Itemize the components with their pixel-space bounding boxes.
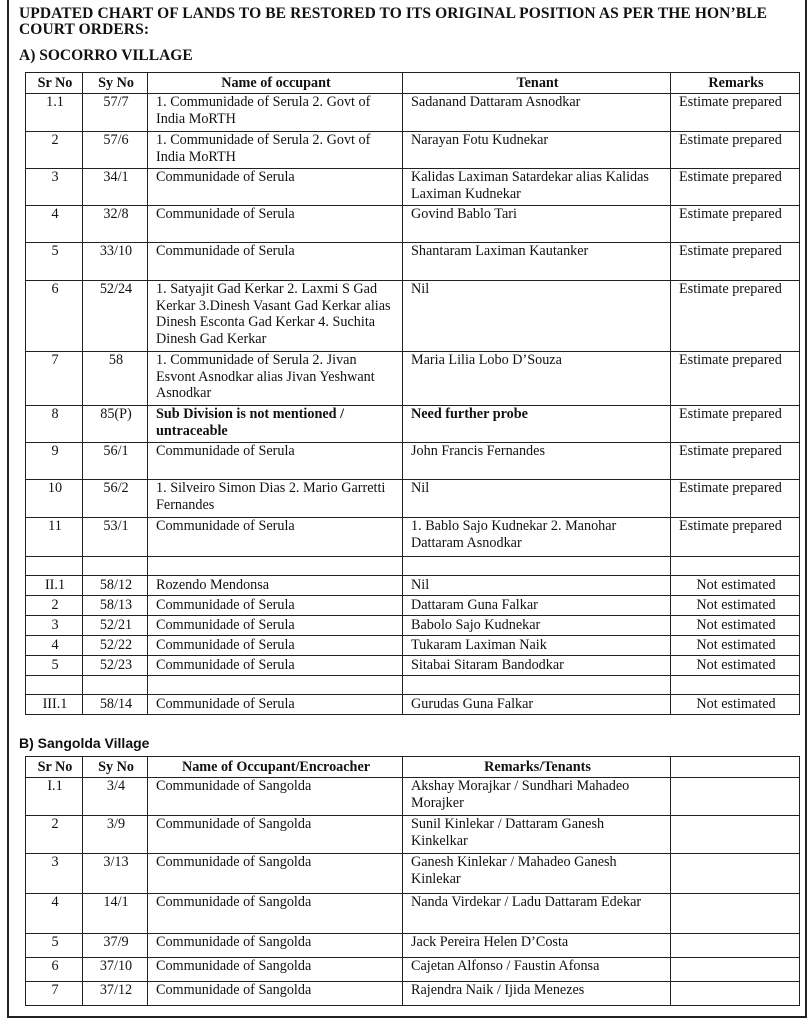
table-row (26, 934, 800, 958)
tenant-cell: Need further probe (403, 406, 671, 443)
occupant-cell: Communidade of Serula (148, 169, 403, 206)
table-row (26, 94, 800, 132)
sy-no-cell: 33/10 (83, 243, 148, 281)
occupant-cell: Communidade of Sangolda (148, 958, 403, 982)
remarks-tenants-cell: Rajendra Naik / Ijida Menezes (403, 982, 671, 1006)
header-row (26, 757, 800, 778)
table-row (26, 816, 800, 854)
sr-no-cell: 10 (26, 480, 83, 518)
table-row (26, 206, 800, 243)
sr-no-cell: II.1 (26, 576, 83, 596)
sy-no-cell: 57/7 (83, 94, 148, 132)
document-title: UPDATED CHART OF LANDS TO BE RESTORED TO ITS ORIGINAL POSITION AS PER THE HON’BLE COURT ORDERS: (19, 5, 768, 38)
remarks-tenants-cell: Nanda Virdekar / Ladu Dattaram Edekar (403, 894, 671, 934)
table-row (26, 406, 800, 443)
tenant-cell: Tukaram Laximan Naik (403, 636, 671, 656)
sr-no-cell: 2 (26, 596, 83, 616)
sy-no-cell: 32/8 (83, 206, 148, 243)
spacer-row (26, 557, 800, 576)
remarks-cell: Estimate prepared (671, 443, 800, 480)
col-header-tenant: Tenant (403, 73, 671, 94)
sy-no-cell: 3/4 (83, 778, 148, 816)
sy-no-cell: 56/2 (83, 480, 148, 518)
tenant-cell: Babolo Sajo Kudnekar (403, 616, 671, 636)
remarks-cell: Not estimated (671, 616, 800, 636)
remarks-cell: Estimate prepared (671, 206, 800, 243)
empty-cell (671, 894, 800, 934)
sr-no-cell: 8 (26, 406, 83, 443)
sy-no-cell: 57/6 (83, 132, 148, 169)
sy-no-cell: 56/1 (83, 443, 148, 480)
remarks-cell: Estimate prepared (671, 169, 800, 206)
table-row (26, 132, 800, 169)
tenant-cell: Dattaram Guna Falkar (403, 596, 671, 616)
table-row (26, 778, 800, 816)
col-header-remarks: Remarks (671, 73, 800, 94)
sr-no-cell: 5 (26, 934, 83, 958)
remarks-cell: Not estimated (671, 656, 800, 676)
table-row (26, 576, 800, 596)
sr-no-cell: 7 (26, 982, 83, 1006)
empty-cell (671, 854, 800, 894)
tenant-cell: Nil (403, 480, 671, 518)
table-row (26, 636, 800, 656)
occupant-cell: Communidade of Serula (148, 443, 403, 480)
sr-no-cell: 3 (26, 854, 83, 894)
col-header-remarks-tenants: Remarks/Tenants (403, 757, 671, 778)
table-row (26, 281, 800, 352)
sy-no-cell: 37/10 (83, 958, 148, 982)
table-row (26, 169, 800, 206)
remarks-cell: Not estimated (671, 636, 800, 656)
tenant-cell: Gurudas Guna Falkar (403, 695, 671, 715)
occupant-cell: Communidade of Serula (148, 656, 403, 676)
table-row (26, 958, 800, 982)
remarks-cell: Not estimated (671, 695, 800, 715)
sy-no-cell: 58 (83, 352, 148, 406)
empty-cell (671, 557, 800, 576)
remarks-tenants-cell: Akshay Morajkar / Sundhari Mahadeo Morajker (403, 778, 671, 816)
empty-cell (26, 557, 83, 576)
tenant-cell: Shantaram Laximan Kautanker (403, 243, 671, 281)
empty-cell (403, 676, 671, 695)
tenant-cell: Kalidas Laximan Satardekar alias Kalidas Laximan Kudnekar (403, 169, 671, 206)
sy-no-cell: 52/24 (83, 281, 148, 352)
sy-no-cell: 85(P) (83, 406, 148, 443)
sy-no-cell: 37/9 (83, 934, 148, 958)
section-b-heading: B) Sangolda Village (19, 735, 150, 751)
empty-cell (671, 934, 800, 958)
remarks-cell: Not estimated (671, 576, 800, 596)
tenant-cell: Nil (403, 576, 671, 596)
remarks-cell: Estimate prepared (671, 94, 800, 132)
occupant-cell: Communidade of Sangolda (148, 934, 403, 958)
empty-cell (671, 676, 800, 695)
sy-no-cell: 58/12 (83, 576, 148, 596)
sangolda-table (25, 756, 800, 1006)
sr-no-cell: 5 (26, 656, 83, 676)
occupant-cell: Communidade of Serula (148, 206, 403, 243)
spacer-row (26, 676, 800, 695)
occupant-cell: 1. Communidade of Serula 2. Govt of India MoRTH (148, 94, 403, 132)
empty-cell (671, 982, 800, 1006)
col-header-sy: Sy No (83, 73, 148, 94)
occupant-cell: Communidade of Sangolda (148, 854, 403, 894)
occupant-cell: Communidade of Serula (148, 695, 403, 715)
occupant-cell: Communidade of Serula (148, 636, 403, 656)
col-header-occupant: Name of occupant (148, 73, 403, 94)
remarks-tenants-cell: Sunil Kinlekar / Dattaram Ganesh Kinkelkar (403, 816, 671, 854)
occupant-cell: Communidade of Serula (148, 616, 403, 636)
table-row (26, 854, 800, 894)
col-header-occupant: Name of Occupant/Encroacher (148, 757, 403, 778)
sr-no-cell: 3 (26, 169, 83, 206)
col-header-sr: Sr No (26, 757, 83, 778)
sr-no-cell: 2 (26, 816, 83, 854)
section-a-heading: A) SOCORRO VILLAGE (19, 47, 193, 64)
remarks-cell: Estimate prepared (671, 406, 800, 443)
sr-no-cell: I.1 (26, 778, 83, 816)
empty-cell (671, 958, 800, 982)
table-row (26, 243, 800, 281)
remarks-tenants-cell: Ganesh Kinlekar / Mahadeo Ganesh Kinlekar (403, 854, 671, 894)
empty-cell (83, 557, 148, 576)
table-row (26, 616, 800, 636)
sr-no-cell: 7 (26, 352, 83, 406)
table-row (26, 596, 800, 616)
occupant-cell: Communidade of Sangolda (148, 778, 403, 816)
table-row (26, 352, 800, 406)
sr-no-cell: 2 (26, 132, 83, 169)
tenant-cell: John Francis Fernandes (403, 443, 671, 480)
table-row (26, 480, 800, 518)
occupant-cell: Rozendo Mendonsa (148, 576, 403, 596)
table-row (26, 982, 800, 1006)
remarks-cell: Estimate prepared (671, 243, 800, 281)
empty-cell (148, 676, 403, 695)
sr-no-cell: 11 (26, 518, 83, 557)
tenant-cell: Sitabai Sitaram Bandodkar (403, 656, 671, 676)
empty-cell (148, 557, 403, 576)
occupant-cell: Communidade of Serula (148, 596, 403, 616)
col-header-blank (671, 757, 800, 778)
sr-no-cell: 6 (26, 958, 83, 982)
sy-no-cell: 3/9 (83, 816, 148, 854)
remarks-cell: Estimate prepared (671, 352, 800, 406)
sy-no-cell: 14/1 (83, 894, 148, 934)
sr-no-cell: 4 (26, 894, 83, 934)
sr-no-cell: 4 (26, 636, 83, 656)
sy-no-cell: 3/13 (83, 854, 148, 894)
occupant-cell: 1. Communidade of Serula 2. Jivan Esvont Asnodkar alias Jivan Yeshwant Asnodkar (148, 352, 403, 406)
sy-no-cell: 58/13 (83, 596, 148, 616)
occupant-cell: 1. Silveiro Simon Dias 2. Mario Garretti Fernandes (148, 480, 403, 518)
remarks-cell: Estimate prepared (671, 480, 800, 518)
sy-no-cell: 34/1 (83, 169, 148, 206)
table-row (26, 695, 800, 715)
table-row (26, 443, 800, 480)
sy-no-cell: 58/14 (83, 695, 148, 715)
table-row (26, 656, 800, 676)
remarks-tenants-cell: Jack Pereira Helen D’Costa (403, 934, 671, 958)
tenant-cell: Sadanand Dattaram Asnodkar (403, 94, 671, 132)
table-row (26, 894, 800, 934)
tenant-cell: Govind Bablo Tari (403, 206, 671, 243)
sr-no-cell: 3 (26, 616, 83, 636)
sr-no-cell: 1.1 (26, 94, 83, 132)
sy-no-cell: 37/12 (83, 982, 148, 1006)
sr-no-cell: 9 (26, 443, 83, 480)
sr-no-cell: 5 (26, 243, 83, 281)
table-row (26, 518, 800, 557)
sy-no-cell: 52/23 (83, 656, 148, 676)
empty-cell (83, 676, 148, 695)
occupant-cell: 1. Communidade of Serula 2. Govt of India MoRTH (148, 132, 403, 169)
tenant-cell: 1. Bablo Sajo Kudnekar 2. Manohar Dattaram Asnodkar (403, 518, 671, 557)
remarks-tenants-cell: Cajetan Alfonso / Faustin Afonsa (403, 958, 671, 982)
empty-cell (671, 778, 800, 816)
occupant-cell: Sub Division is not mentioned / untraceable (148, 406, 403, 443)
empty-cell (671, 816, 800, 854)
empty-cell (403, 557, 671, 576)
sy-no-cell: 52/22 (83, 636, 148, 656)
occupant-cell: Communidade of Serula (148, 518, 403, 557)
col-header-sy: Sy No (83, 757, 148, 778)
sr-no-cell: 4 (26, 206, 83, 243)
sr-no-cell: 6 (26, 281, 83, 352)
remarks-cell: Estimate prepared (671, 281, 800, 352)
socorro-table (25, 72, 800, 715)
remarks-cell: Estimate prepared (671, 518, 800, 557)
occupant-cell: 1. Satyajit Gad Kerkar 2. Laxmi S Gad Kerkar 3.Dinesh Vasant Gad Kerkar alias Dinesh Esconta Gad Kerkar 4. Suchita Dinesh Gad Kerkar (148, 281, 403, 352)
tenant-cell: Nil (403, 281, 671, 352)
sy-no-cell: 53/1 (83, 518, 148, 557)
occupant-cell: Communidade of Sangolda (148, 982, 403, 1006)
occupant-cell: Communidade of Sangolda (148, 894, 403, 934)
tenant-cell: Narayan Fotu Kudnekar (403, 132, 671, 169)
remarks-cell: Not estimated (671, 596, 800, 616)
sy-no-cell: 52/21 (83, 616, 148, 636)
occupant-cell: Communidade of Serula (148, 243, 403, 281)
empty-cell (26, 676, 83, 695)
occupant-cell: Communidade of Sangolda (148, 816, 403, 854)
col-header-sr: Sr No (26, 73, 83, 94)
tenant-cell: Maria Lilia Lobo D’Souza (403, 352, 671, 406)
header-row (26, 73, 800, 94)
sr-no-cell: III.1 (26, 695, 83, 715)
remarks-cell: Estimate prepared (671, 132, 800, 169)
